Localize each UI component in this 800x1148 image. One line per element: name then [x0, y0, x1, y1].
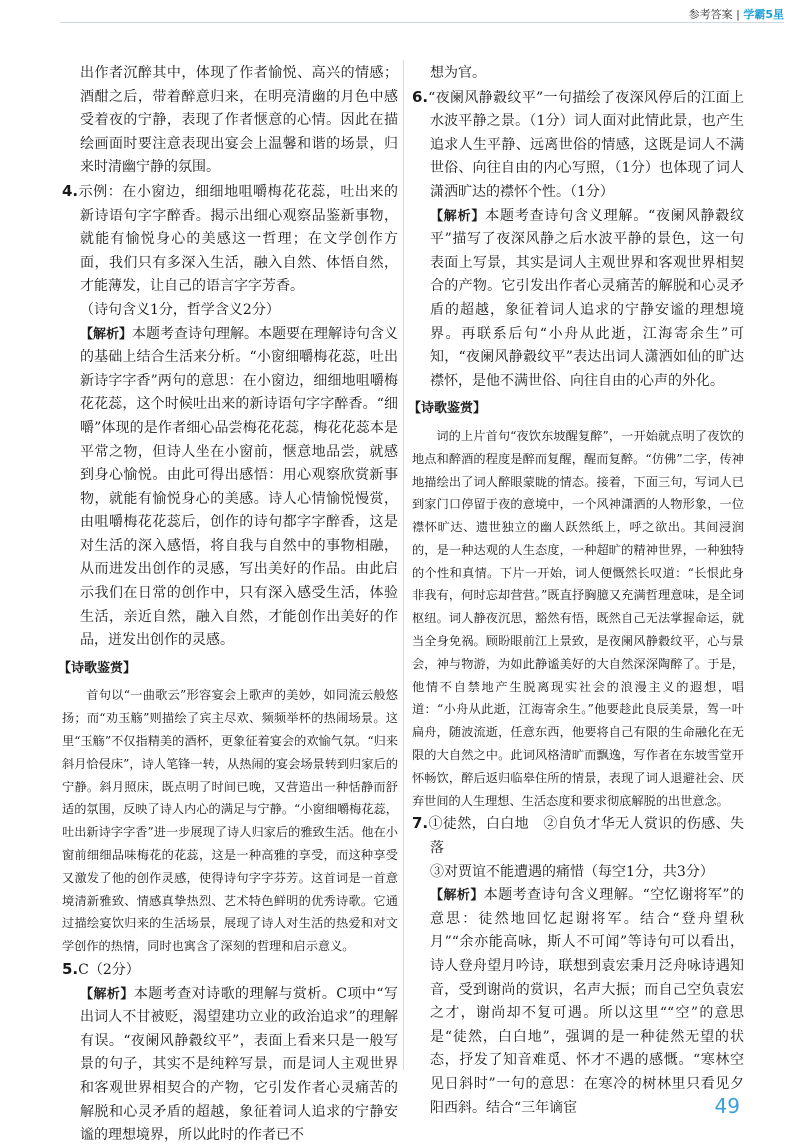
header-rule: [60, 22, 784, 23]
question-6-analysis: 【解析】本题考查诗句含义理解。“夜阑风静縠纹平”描写了夜深风静之后水波平静的景色，这一句表面上写景，其实是词人主观世界和客观世界相契合的产物。它引发出作者心灵痛苦的解脱和心灵矛盾的超越，象征着词人追求的宁静安谧的理想境界。再联系后句“小舟从此逝，江海寄余生”可知，“夜阑风静縠纹平”表达出词人潇洒如仙的旷达襟怀，是他不满世俗、向往自由的心声的外化。: [430, 207, 744, 389]
right-column: [408, 62, 744, 1120]
question-4-analysis: 【解析】本题考查诗句理解。本题要在理解诗句含义的基础上结合生活来分析。“小窗细嚼梅花蕊，吐出新诗字字香”两句的意思：在小窗边，细细地咀嚼梅花花蕊，这个时候吐出来的新诗语句字字醉香。“细嚼”体现的是作者细心品尝梅花花蕊，梅花花蕊本是平常之物，但诗人坐在小窗前，惬意地品尝，就感到身心愉悦。由此可得出感悟：用心观察欣赏新事物，就能有愉悦身心的美感。诗人心情愉悦慢赏，由咀嚼梅花花蕊后，创作的诗句都字字醉香，这是对生活的深入感悟，将自我与自然中的事物相融，从而进发出创作的灵感，写出美好的作品。由此启示我们在日常的创作中，只有深入感受生活，体验生活，亲近自然，融入自然，才能创作出美好的作品，迸发出创作的灵感。: [80, 325, 399, 649]
continued-paragraph: 想为官。: [430, 65, 486, 81]
question-7-answer-line2: ③对贾谊不能遭遇的痛惜（每空1分，共3分）: [430, 863, 714, 880]
question-5-analysis: 【解析】本题考查对诗歌的理解与赏析。C项中“写出词人不甘被贬，渴望建功立业的政治追求”的理解有误。“夜阑风静縠纹平”，表面上看来只是一般写景的句子，其实不是纯粹写景，而是词人主观世界和客观世界相契合的产物，它引发作者心灵痛苦的解脱和心灵矛盾的超越，象征着词人追求的宁静安谧的理想境界，所以此时的作者已不: [80, 985, 398, 1144]
intro-paragraph: 出作者沉醉其中，体现了作者愉悦、高兴的情感；酒酣之后，带着醉意归来，在明亮清幽的月色中感受着夜的宁静，表现了作者惬意的心情。因此在描绘画面时要注意表现出宴会上温馨和谐的场景，归来时清幽宁静的氛围。: [80, 65, 398, 176]
question-5-answer: 5.C（2分）: [62, 960, 140, 978]
analysis-tag: 【解析】: [80, 986, 134, 1002]
column-divider: [403, 60, 404, 1070]
page-number: 49: [714, 1094, 740, 1118]
question-6-number: 6.: [412, 87, 429, 106]
analysis-tag: 【解析】: [430, 208, 486, 224]
question-4-answer: 4.示例：在小窗边，细细地咀嚼梅花花蕊，吐出来的新诗语句字字醉香。揭示出细心观察品鉴新事物，就能有愉悦身心的美感这一哲理；在文学创作方面，我们只有多深入生活，融入自然、体悟自然，才能薄发，让自己的语言字字芳香。: [62, 181, 398, 295]
question-4-score: （诗句含义1分，哲学含义2分）: [80, 301, 280, 318]
page-header: 参考答案 | 学霸5星: [688, 8, 784, 21]
section-heading-appreciation: 【诗歌鉴赏】: [408, 401, 487, 417]
analysis-tag: 【解析】: [80, 326, 133, 342]
left-column: [58, 62, 399, 1148]
header-label: 参考答案: [688, 8, 733, 21]
appreciation-paragraph: 词的上片首句“夜饮东坡醒复醉”，一开始就点明了夜饮的地点和醉酒的程度是醉而复醒，醒而复醉。“仿佛”二字，传神地描绘出了词人醉眼蒙眬的情态。接着，下面三句，写词人已到家门口停留于夜的意境中，一个风神潇洒的人物形象，一位襟怀旷达、遗世独立的幽人跃然纸上，呼之欲出。其间浸润的，是一种达观的人生态度，一种超旷的精神世界，一种独特的个性和真情。下片一开始，词人便慨然长叹道：“长恨此身非我有，何时忘却营营。”既直抒胸臆又充满哲理意味，是全词枢纽。词人静夜沉思，豁然有悟，既然自己无法掌握命运，就当全身免祸。顾盼眼前江上景致，是夜阑风静縠纹平，心与景会，神与物游，为如此静谧美好的大自然深深陶醉了。于是，他情不自禁地产生脱离现实社会的浪漫主义的遐想，唱道：“小舟从此逝，江海寄余生。”他要趁此良辰美景，驾一叶扁舟，随波流逝，任意东西，他要将自己有限的生命融化在无限的大自然之中。此词风格清旷而飘逸，写作者在东坡雪堂开怀畅饮，醉后返归临皋住所的情景，表现了词人退避社会、厌弃世间的人生理想、生活态度和要求彻底解脱的出世意念。: [412, 428, 744, 808]
question-5-number: 5.: [62, 960, 79, 978]
question-4-number: 4.: [62, 181, 79, 200]
question-6-answer: 6.“夜阑风静縠纹平”一句描绘了夜深风停后的江面上水波平静之景。（1分）词人面对此情此景，也产生追求人生平静、远离世俗的情感，这既是词人不满世俗、向往自由的内心写照，（1分）也体现了词人潇洒旷达的襟怀个性。（1分）: [412, 87, 744, 200]
section-heading-appreciation: 【诗歌鉴赏】: [58, 660, 137, 676]
analysis-tag: 【解析】: [430, 888, 484, 904]
question-7-answer: 7.①徒然，白白地 ②自负才华无人赏识的伤感、失落: [412, 814, 744, 857]
question-7-analysis: 【解析】本题考查诗句含义理解。“空忆谢将军”的意思：徒然地回忆起谢将军。结合“登舟望秋月”“余亦能高咏，斯人不可闻”等诗句可以看出，诗人登舟望月吟诗，联想到袁宏秉月泛舟咏诗遇知音，受到谢尚的赏识，名声大振；而自己空负袁宏之才，谢尚却不复可遇。所以这里““空”的意思是“徒然，白白地”，强调的是一种徒然无望的状态，抒发了知音难觅、怀才不遇的感慨。“寒林空见日斜时”一句的意思：在寒冷的树林里只看见夕阳西斜。结合“三年谪宦: [430, 887, 744, 1116]
question-7-number: 7.: [412, 814, 429, 833]
brand-logo: 学霸5星: [743, 8, 784, 21]
appreciation-paragraph: 首句以“一曲歌云”形容宴会上歌声的美妙，如同流云般悠扬；而“劝玉觞”则描绘了宾主尽欢、频频举杯的热闹场景。这里“玉觞”不仅指精美的酒杯，更象征着宴会的欢愉气氛。“归来斜月恰侵床”，诗人笔锋一转，从热闹的宴会场景转到归家后的宁静。斜月照床，既点明了时间已晚，又营造出一种恬静而舒适的氛围，反映了诗人内心的满足与宁静。“小窗细嚼梅花蕊，吐出新诗字字香”进一步展现了诗人归家后的雅致生活。他在小窗前细细品味梅花的花蕊，这是一种高雅的享受，而这种享受又激发了他的创作灵感，使得诗句字字芬芳。这首词是一首意境清新雅致、情感真挚热烈、艺术特色鲜明的优秀诗歌。它通过描绘宴饮归来的生活场景，展现了诗人对生活的热爱和对文学创作的热情，同时也寓含了深刻的哲理和启示意义。: [62, 688, 398, 954]
